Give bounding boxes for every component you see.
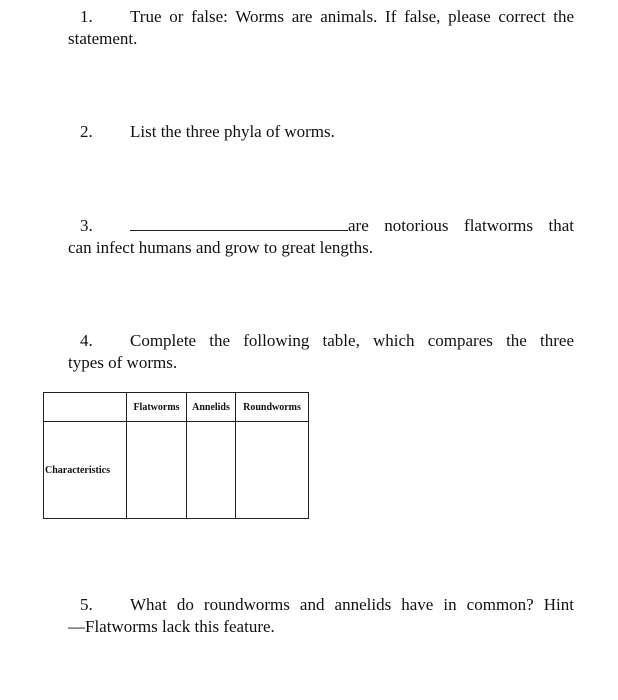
answer-cell-annelids[interactable]: [187, 422, 236, 519]
column-header-flatworms: Flatworms: [127, 393, 187, 422]
question-2: [68, 121, 574, 143]
question-3: [68, 215, 574, 259]
question-text: True or false: Worms are animals. If false, please correct the: [130, 7, 574, 26]
row-header-characteristics: Characteristics: [44, 422, 127, 519]
question-5: [68, 594, 574, 638]
table-corner-cell: [44, 393, 127, 422]
question-number: 5.: [80, 595, 93, 614]
question-number: 4.: [80, 331, 93, 350]
question-1: [68, 6, 574, 50]
table-header-row: [44, 393, 309, 422]
table-row-characteristics: [44, 422, 309, 519]
question-text: are notorious flatworms that: [348, 216, 574, 235]
question-text-continued: can infect humans and grow to great lengths.: [68, 238, 373, 257]
column-header-annelids: Annelids: [187, 393, 236, 422]
question-text: List the three phyla of worms.: [130, 122, 335, 141]
answer-cell-flatworms[interactable]: [127, 422, 187, 519]
question-4: [68, 330, 574, 374]
question-text-continued: types of worms.: [68, 353, 178, 372]
question-number: 2.: [80, 122, 93, 141]
worms-comparison-table: [43, 392, 309, 519]
question-number: 3.: [80, 216, 93, 235]
question-text-continued: —Flatworms lack this feature.: [68, 617, 275, 636]
answer-cell-roundworms[interactable]: [236, 422, 309, 519]
question-text: Complete the following table, which compares the three: [130, 331, 574, 350]
column-header-roundworms: Roundworms: [236, 393, 309, 422]
fill-in-blank[interactable]: [130, 215, 348, 231]
question-number: 1.: [80, 7, 93, 26]
question-text: What do roundworms and annelids have in common? Hint: [130, 595, 574, 614]
question-text-continued: statement.: [68, 29, 138, 48]
